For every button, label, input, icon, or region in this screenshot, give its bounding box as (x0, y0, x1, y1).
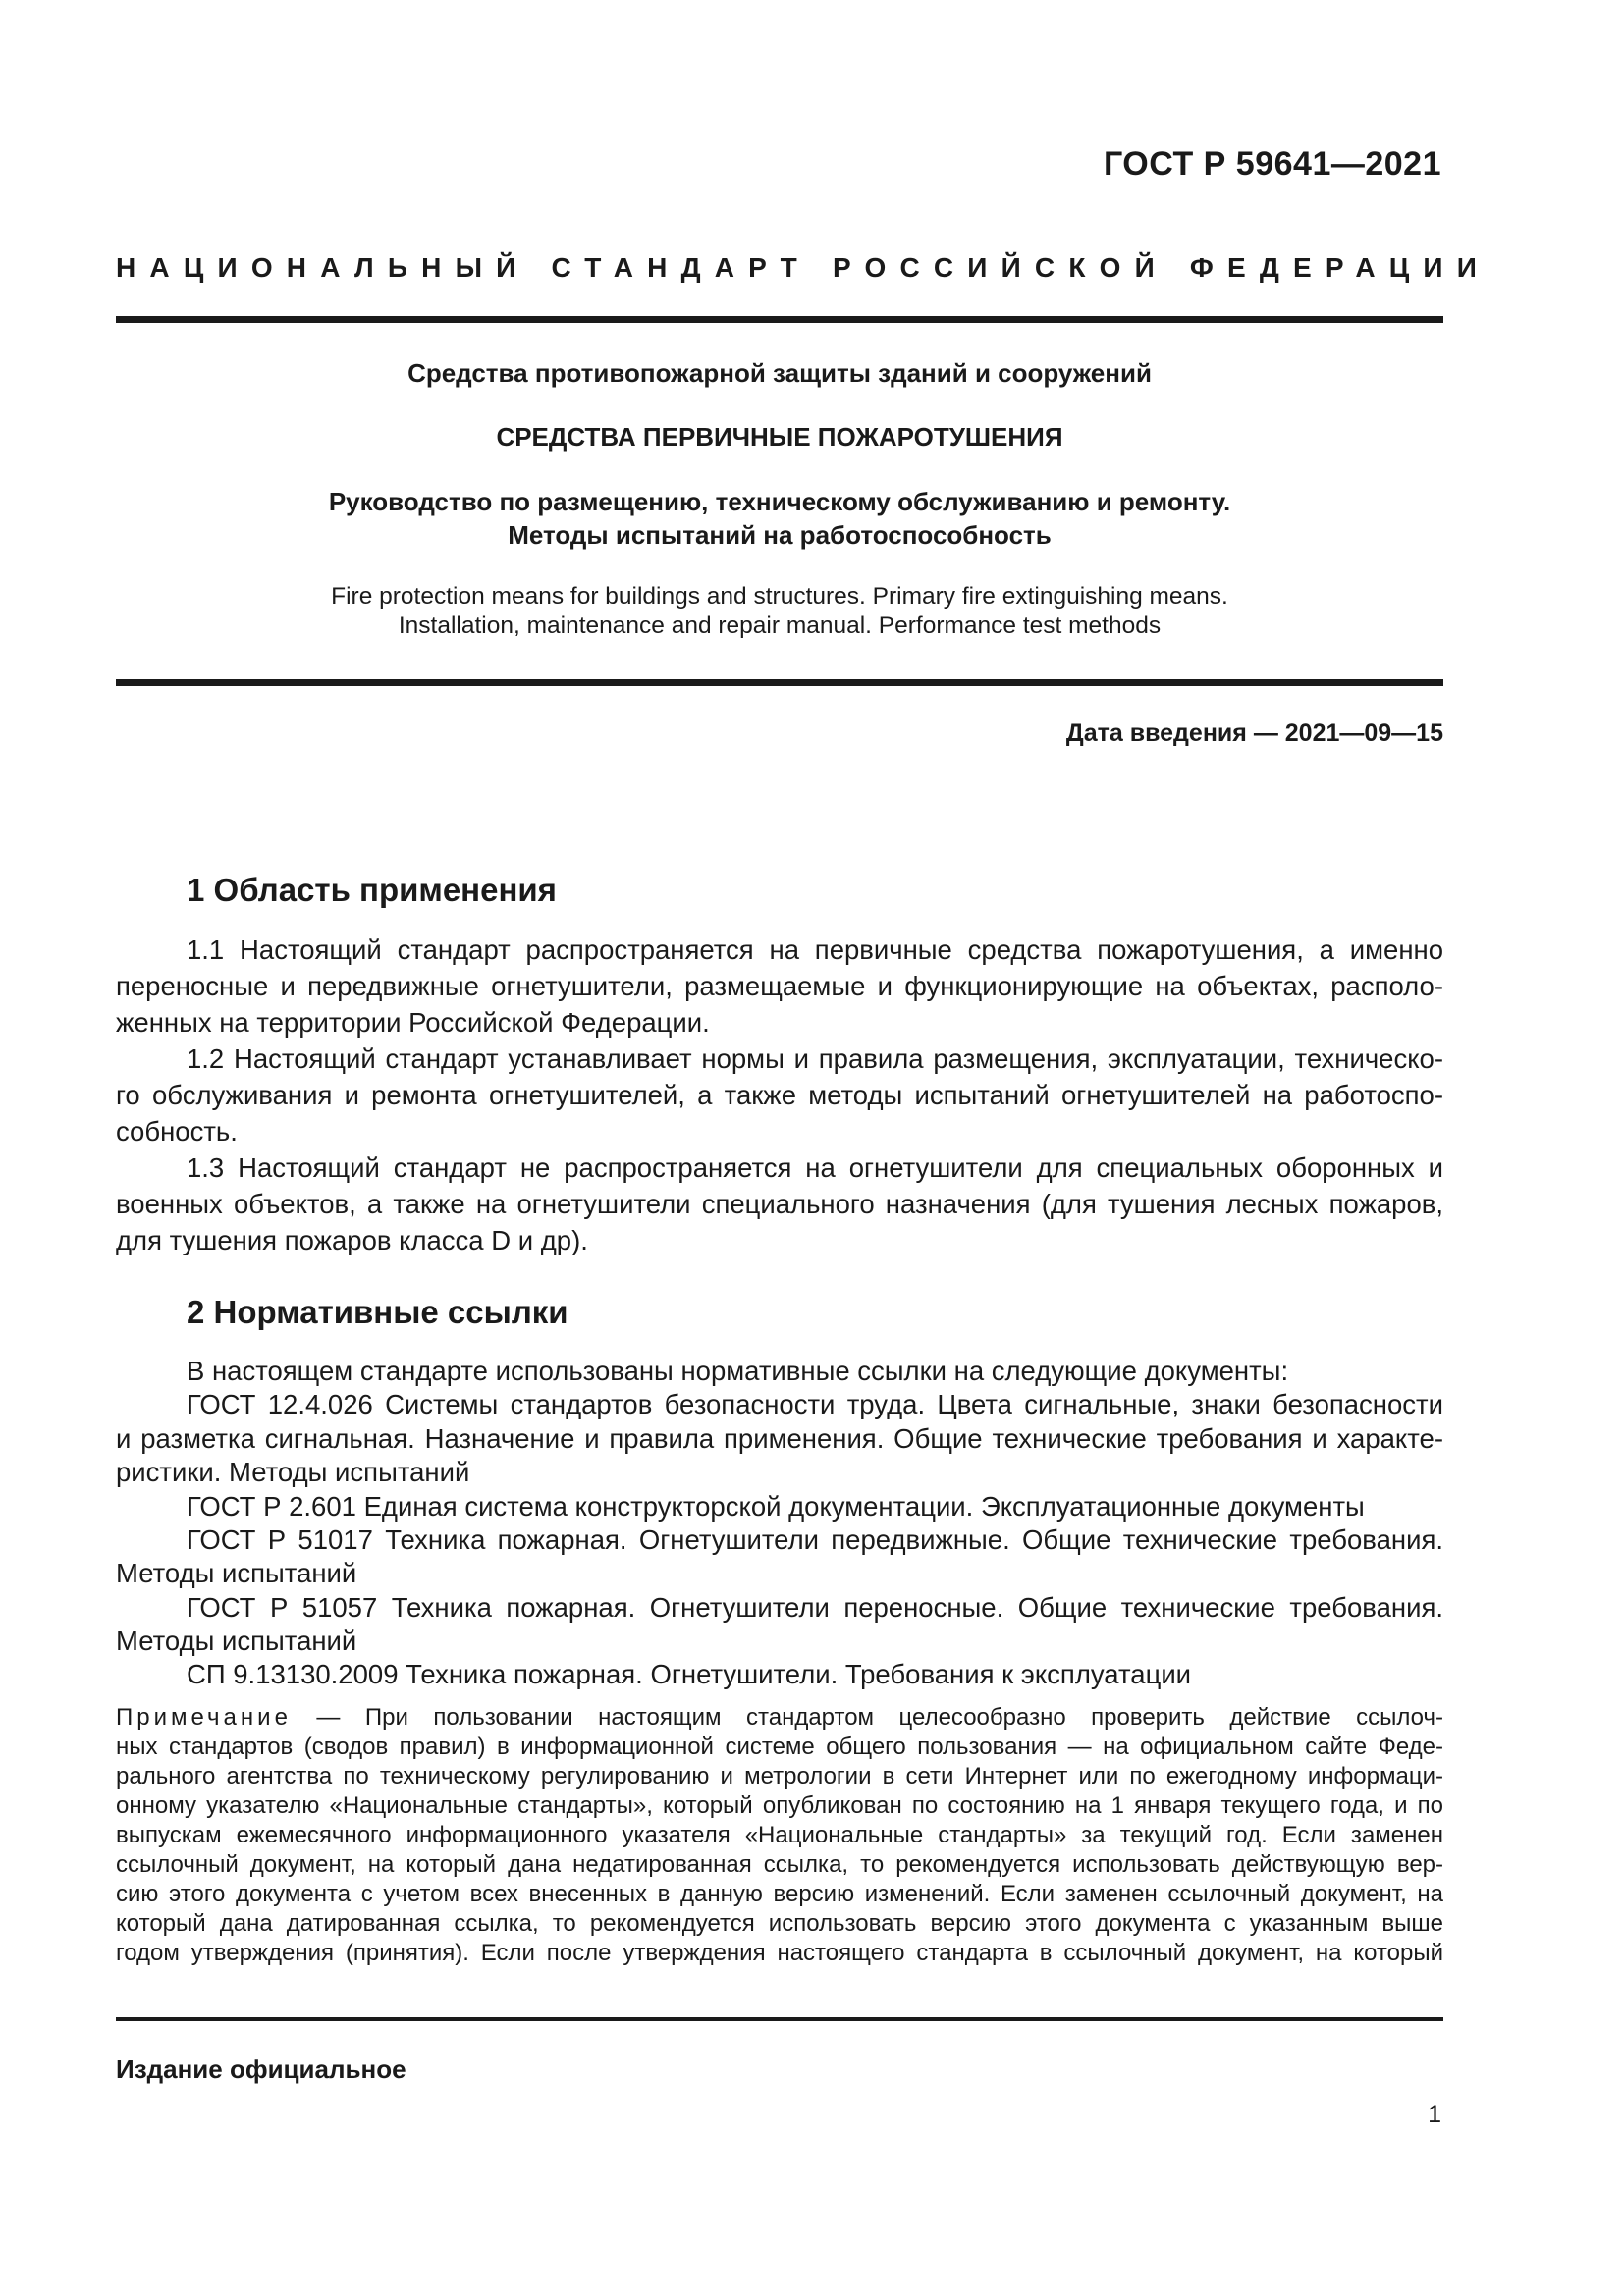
note-line: ных стандартов (сводов правил) в информационной системе общего пользования — на официальном сайте Феде- (116, 1734, 1443, 1760)
note-line: годом утверждения (принятия). Если после утверждения настоящего стандарта в ссылочный документ, на который (116, 1940, 1443, 1966)
title-bottom-divider (116, 679, 1443, 686)
note-line: ссылочный документ, на который дана недатированная ссылка, то рекомендуется использовать действующую вер- (116, 1851, 1443, 1878)
reference-line: ГОСТ 12.4.026 Системы стандартов безопасности труда. Цвета сигнальные, знаки безопасности (187, 1389, 1443, 1419)
section-1-line: собность. (116, 1116, 238, 1147)
note-first-line (116, 1703, 1443, 1733)
section-2-line: В настоящем стандарте использованы нормативные ссылки на следующие документы: (187, 1356, 1289, 1386)
section-1-line: 1.1 Настоящий стандарт распространяется на первичные средства пожаротушения, а именно (187, 934, 1443, 965)
note-first-line-text: — При пользовании настоящим стандартом целесообразно проверить действие ссылоч- (291, 1704, 1443, 1731)
top-divider (116, 316, 1443, 323)
section-1-line: женных на территории Российской Федерации. (116, 1007, 710, 1038)
section-1-line: го обслуживания и ремонта огнетушителей, а также методы испытаний огнетушителей на работоспо- (116, 1080, 1443, 1110)
section-1-line: для тушения пожаров класса D и др). (116, 1225, 588, 1255)
note-line: рального агентства по техническому регулированию и метрологии в сети Интернет или по ежегодному информаци- (116, 1763, 1443, 1789)
document-number: ГОСТ Р 59641—2021 (1103, 145, 1441, 183)
reference-line: и разметка сигнальная. Назначение и правила применения. Общие технические требования и характе- (116, 1423, 1443, 1454)
section-1-line: 1.2 Настоящий стандарт устанавливает нормы и правила размещения, эксплуатации, техническо- (187, 1043, 1443, 1074)
note-line: который дана датированная ссылка, то рекомендуется использовать версию этого документа с указанным выше (116, 1910, 1443, 1937)
page-number: 1 (1428, 2101, 1441, 2128)
official-edition-label: Издание официальное (116, 2055, 406, 2084)
reference-line: ГОСТ Р 2.601 Единая система конструкторской документации. Эксплуатационные документы (187, 1491, 1365, 1522)
reference-line: Методы испытаний (116, 1558, 357, 1588)
footer-divider (116, 2017, 1443, 2021)
reference-line: Методы испытаний (116, 1626, 357, 1656)
title-english-line-1: Fire protection means for buildings and structures. Primary fire extinguishing means. (331, 583, 1228, 610)
note-line: онному указателю «Национальные стандарты», который опубликован по состоянию на 1 января текущего года, и по (116, 1792, 1443, 1819)
title-guide-line-2: Методы испытаний на работоспособность (508, 520, 1052, 550)
reference-line: ГОСТ Р 51017 Техника пожарная. Огнетушители передвижные. Общие технические требования. (187, 1524, 1443, 1555)
reference-line: СП 9.13130.2009 Техника пожарная. Огнетушители. Требования к эксплуатации (187, 1659, 1192, 1689)
title-english-line-2: Installation, maintenance and repair manual. Performance test methods (398, 613, 1162, 639)
section-1-line: военных объектов, а также на огнетушители специального назначения (для тушения лесных пожаров, (116, 1189, 1443, 1219)
reference-line: ГОСТ Р 51057 Техника пожарная. Огнетушители переносные. Общие технические требования. (187, 1592, 1443, 1623)
section-1-line: 1.3 Настоящий стандарт не распространяется на огнетушители для специальных оборонных и (187, 1152, 1443, 1183)
section-2-heading: 2 Нормативные ссылки (187, 1294, 568, 1330)
section-1-heading: 1 Область применения (187, 872, 557, 908)
note-line: выпускам ежемесячного информационного указателя «Национальные стандарты» за текущий год. Если заменен (116, 1822, 1443, 1848)
note-line: сию этого документа с учетом всех внесенных в данную версию изменений. Если заменен ссылочный документ, на (116, 1881, 1443, 1907)
section-1-line: переносные и передвижные огнетушители, размещаемые и функционирующие на объектах, располо- (116, 971, 1443, 1001)
reference-line: ристики. Методы испытаний (116, 1457, 470, 1487)
title-subtitle: Средства противопожарной защиты зданий и сооружений (407, 358, 1152, 388)
title-guide-line-1: Руководство по размещению, техническому обслуживанию и ремонту. (328, 487, 1231, 516)
title-main: СРЕДСТВА ПЕРВИЧНЫЕ ПОЖАРОТУШЕНИЯ (496, 422, 1063, 452)
introduction-date: Дата введения — 2021—09—15 (1065, 720, 1443, 747)
note-label: Примечание (116, 1704, 292, 1731)
national-standard-banner: НАЦИОНАЛЬНЫЙ СТАНДАРТ РОССИЙСКОЙ ФЕДЕРАЦИИ (116, 252, 1491, 283)
